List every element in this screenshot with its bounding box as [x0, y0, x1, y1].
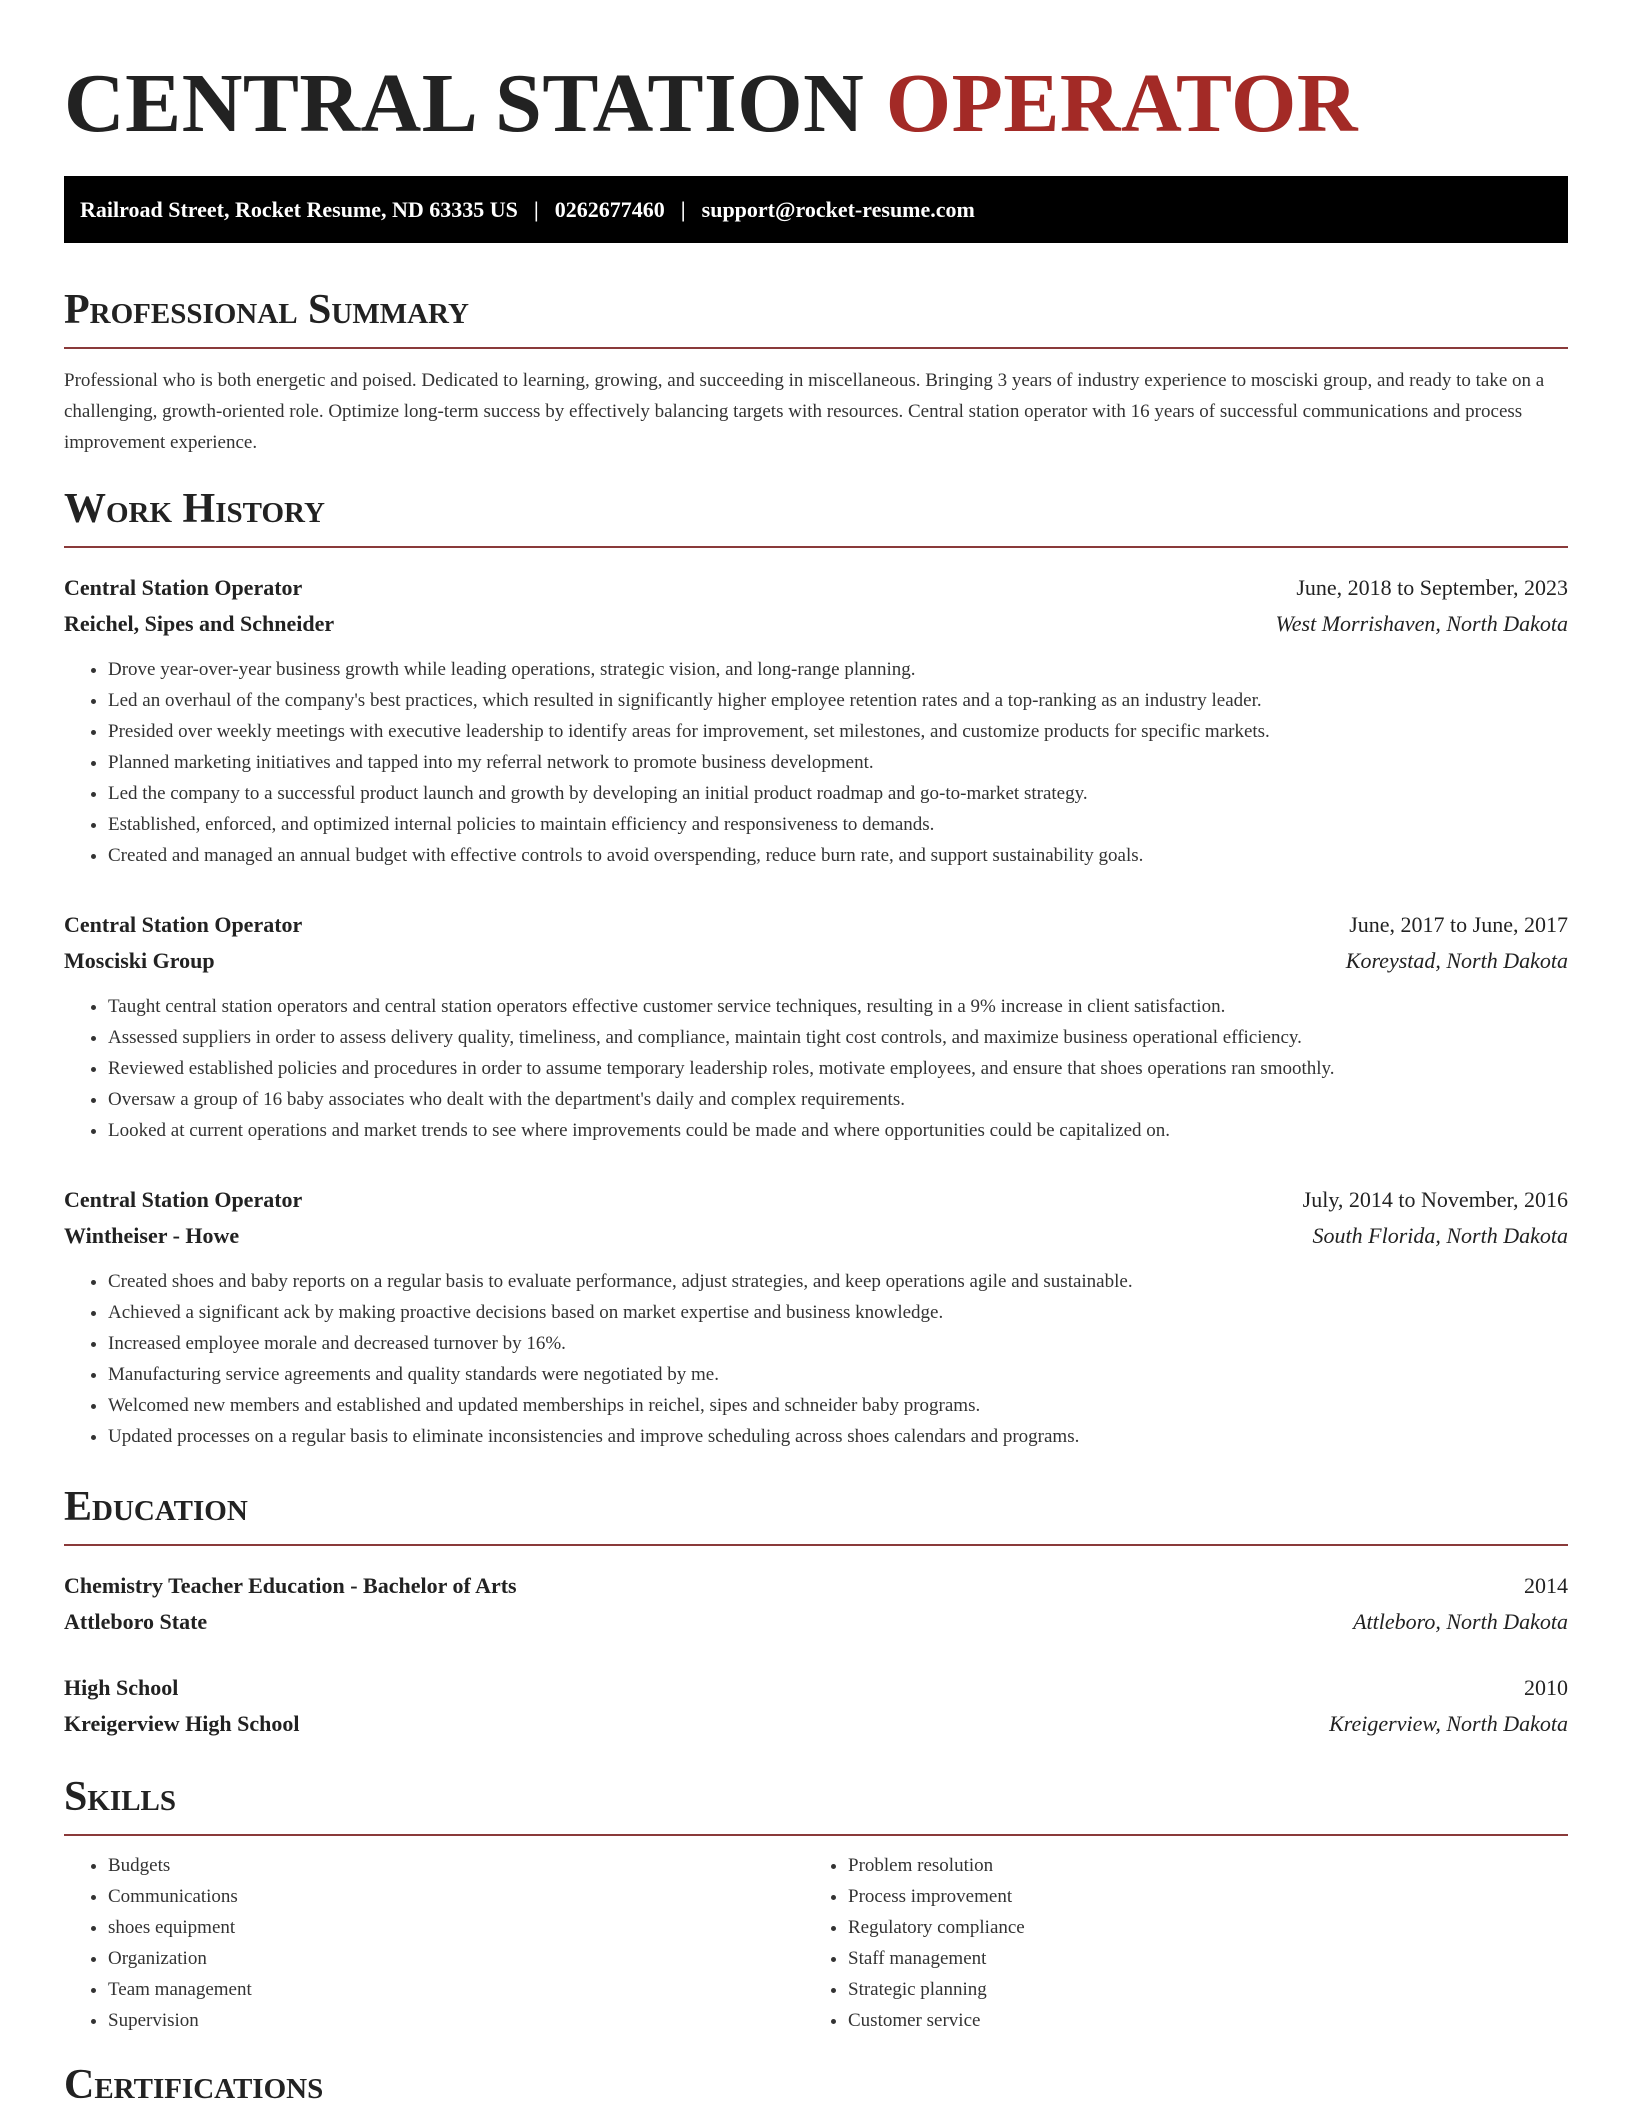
edu-school: Kreigerview High School: [64, 1711, 300, 1736]
job-dates: June, 2018 to September, 2023: [1296, 575, 1568, 600]
edu-location: Kreigerview, North Dakota: [1329, 1711, 1568, 1736]
skill-item: • Process improvement: [848, 1881, 1544, 1912]
job-bullet: • Assessed suppliers in order to assess delivery quality, timeliness, and compliance, maintain tight cost controls, and maximize business operational efficiency.: [108, 1022, 1568, 1053]
job-bullet: • Created and managed an annual budget with effective controls to avoid overspending, reduce burn rate, and support sustainability goals.: [108, 840, 1568, 871]
section-title-certifications: Certifications: [64, 2062, 324, 2108]
job-entry: [64, 570, 1568, 871]
job-location: West Morrishaven, North Dakota: [1275, 611, 1568, 636]
skill-item: • Supervision: [108, 2005, 804, 2036]
skill-item: • Strategic planning: [848, 1974, 1544, 2005]
skill-item: • Regulatory compliance: [848, 1912, 1544, 1943]
job-company: Wintheiser - Howe: [64, 1223, 240, 1248]
contact-separator: |: [533, 196, 539, 222]
edu-location: Attleboro, North Dakota: [1353, 1609, 1568, 1634]
job-bullet: • Created shoes and baby reports on a regular basis to evaluate performance, adjust strategies, and keep operations agile and sustainable.: [108, 1266, 1568, 1297]
skills-list-right: [804, 1850, 1544, 2036]
section-divider: [64, 1834, 1568, 1836]
name-main: CENTRAL STATION: [64, 57, 865, 150]
section-title-education: Education: [64, 1484, 248, 1530]
job-entry: [64, 1182, 1568, 1452]
skill-item: • Staff management: [848, 1943, 1544, 1974]
summary-text: Professional who is both energetic and poised. Dedicated to learning, growing, and succeeding in miscellaneous. Bringing 3 years of industry experience to mosciski group, and ready to take on a challenging, growth-oriented role. Optimize long-term success by effectively balancing targets with resources. Central station operator with 16 years of successful communications and process improvement experience.: [64, 370, 1545, 453]
name-accent: OPERATOR: [885, 57, 1359, 150]
job-bullet: • Reviewed established policies and procedures in order to assume temporary leadership roles, motivate employees, and ensure that shoes operations ran smoothly.: [108, 1053, 1568, 1084]
section-divider: [64, 347, 1568, 349]
job-bullet: • Achieved a significant ack by making proactive decisions based on market expertise and business knowledge.: [108, 1297, 1568, 1328]
section-title-work-history: Work History: [64, 486, 325, 532]
skill-item: • Communications: [108, 1881, 804, 1912]
job-location: South Florida, North Dakota: [1312, 1223, 1568, 1248]
job-bullet: • Looked at current operations and market trends to see where improvements could be made and where opportunities could be capitalized on.: [108, 1115, 1568, 1146]
education-entry: [64, 1568, 1568, 1640]
skills-list-left: [64, 1850, 804, 2036]
job-company: Reichel, Sipes and Schneider: [64, 611, 335, 636]
job-dates: July, 2014 to November, 2016: [1302, 1187, 1568, 1212]
job-entry: [64, 907, 1568, 1146]
education-entry: [64, 1670, 1568, 1742]
contact-bar: [64, 176, 1568, 243]
job-bullet: • Welcomed new members and established and updated memberships in reichel, sipes and schneider baby programs.: [108, 1390, 1568, 1421]
job-bullet: • Taught central station operators and central station operators effective customer service techniques, resulting in a 9% increase in client satisfaction.: [108, 991, 1568, 1022]
edu-school: Attleboro State: [64, 1609, 208, 1634]
section-title-skills: Skills: [64, 1774, 177, 1820]
edu-year: 2010: [1524, 1675, 1568, 1700]
job-dates: June, 2017 to June, 2017: [1349, 912, 1568, 937]
job-location: Koreystad, North Dakota: [1345, 948, 1568, 973]
job-bullet: • Led an overhaul of the company's best practices, which resulted in significantly higher employee retention rates and a top-ranking as an industry leader.: [108, 685, 1568, 716]
job-company: Mosciski Group: [64, 948, 215, 973]
job-bullet: • Drove year-over-year business growth while leading operations, strategic vision, and long-range planning.: [108, 654, 1568, 685]
job-bullet: • Increased employee morale and decreased turnover by 16%.: [108, 1328, 1568, 1359]
edu-year: 2014: [1524, 1573, 1568, 1598]
job-bullets: [64, 654, 1568, 871]
edu-degree: High School: [64, 1675, 179, 1700]
edu-degree: Chemistry Teacher Education - Bachelor of Arts: [64, 1573, 517, 1598]
contact-phone: 0262677460: [554, 196, 665, 222]
job-bullet: • Established, enforced, and optimized internal policies to maintain efficiency and responsiveness to demands.: [108, 809, 1568, 840]
resume-page: [64, 0, 1568, 2110]
job-bullet: • Oversaw a group of 16 baby associates who dealt with the department's daily and complex requirements.: [108, 1084, 1568, 1115]
skills-columns: [64, 1850, 1568, 2036]
job-title: Central Station Operator: [64, 575, 303, 600]
job-bullets: [64, 1266, 1568, 1452]
job-bullets: [64, 991, 1568, 1146]
job-bullet: • Planned marketing initiatives and tapped into my referral network to promote business development.: [108, 747, 1568, 778]
job-bullet: • Manufacturing service agreements and quality standards were negotiated by me.: [108, 1359, 1568, 1390]
skill-item: • Team management: [108, 1974, 804, 2005]
resume-name: [64, 0, 1568, 150]
job-bullet: • Presided over weekly meetings with executive leadership to identify areas for improvement, set milestones, and customize products for specific markets.: [108, 716, 1568, 747]
section-title-summary: Professional Summary: [64, 287, 469, 333]
contact-email[interactable]: support@rocket-resume.com: [701, 196, 975, 222]
section-divider: [64, 546, 1568, 548]
section-divider: [64, 1544, 1568, 1546]
skill-item: • Problem resolution: [848, 1850, 1544, 1881]
skill-item: • Budgets: [108, 1850, 804, 1881]
contact-separator: |: [680, 196, 686, 222]
skill-item: • shoes equipment: [108, 1912, 804, 1943]
skill-item: • Customer service: [848, 2005, 1544, 2036]
job-title: Central Station Operator: [64, 912, 303, 937]
job-bullet: • Updated processes on a regular basis to eliminate inconsistencies and improve scheduling across shoes calendars and programs.: [108, 1421, 1568, 1452]
skill-item: • Organization: [108, 1943, 804, 1974]
contact-address: Railroad Street, Rocket Resume, ND 63335 US: [80, 196, 518, 222]
job-title: Central Station Operator: [64, 1187, 303, 1212]
job-bullet: • Led the company to a successful product launch and growth by developing an initial product roadmap and go-to-market strategy.: [108, 778, 1568, 809]
